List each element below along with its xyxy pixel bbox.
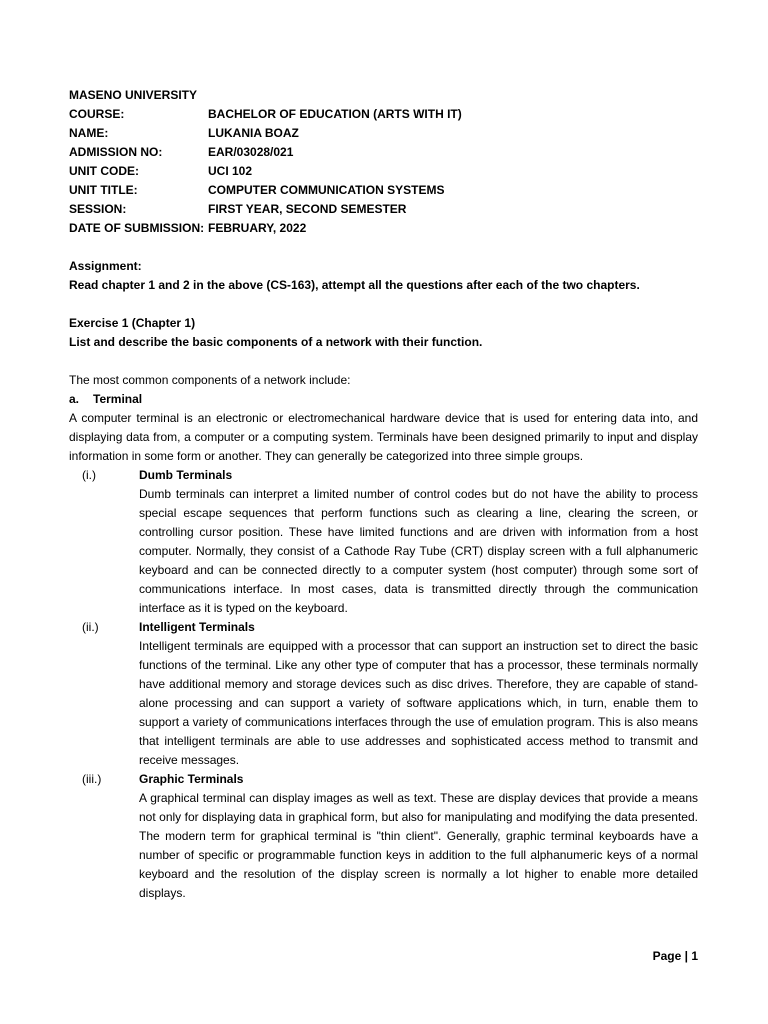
list-number: a. [69,392,80,406]
subitem-intelligent-terminals [69,618,698,770]
header-row-course [69,105,698,124]
header-value: EAR/03028/021 [208,145,294,159]
header-label: DATE OF SUBMISSION: [69,221,205,235]
header-row-unit-code [69,162,698,181]
header-value: COMPUTER COMMUNICATION SYSTEMS [208,183,445,197]
page-number: Page | 1 [652,949,698,963]
header-value: FIRST YEAR, SECOND SEMESTER [208,202,407,216]
header-row-admission [69,143,698,162]
subitem-title: Dumb Terminals [139,468,233,482]
header-label: UNIT TITLE: [69,183,138,197]
subitem-text: Dumb terminals can interpret a limited number of control codes but do not have the ability to process special escape sequences that perform functions such as clearing a line, clearing the screen, or controlling cursor position. These have limited functions and are driven with information from a host computer. Normally, they consist of a Cathode Ray Tube (CRT) display screen with a full alphanumeric keyboard and can be connected directly to a computer system (host computer) through some sort of communications interface. In most cases, data is transmitted directly through the communication interface as it is typed on the keyboard. [139,487,698,615]
header-label: COURSE: [69,107,125,121]
subitem-title: Graphic Terminals [139,772,244,786]
subitem-number: (iii.) [82,772,102,786]
subitem-number: (i.) [82,468,96,482]
subitem-text: A graphical terminal can display images as well as text. These are display devices that provide a means not only for displaying data in graphical form, but also for manipulating and modifying the data presented. The modern term for graphical terminal is "thin client". Generally, graphic terminal keyboards have a number of specific or programmable function keys in addition to the full alphanumeric keys of a normal keyboard and the resolution of the display screen is normally a lot higher to enable more detailed displays. [139,791,698,900]
header-value: FEBRUARY, 2022 [208,221,307,235]
assignment-heading: Assignment: [69,259,142,273]
subitem-title: Intelligent Terminals [139,620,255,634]
header-row-name [69,124,698,143]
subitem-dumb-terminals [69,466,698,618]
header-row-date [69,219,698,238]
header-label: NAME: [69,126,109,140]
header-value: BACHELOR OF EDUCATION (ARTS WITH IT) [208,107,462,121]
university-name: MASENO UNIVERSITY [69,88,198,102]
page-content [69,86,698,903]
header-label: ADMISSION NO: [69,145,163,159]
list-item-terminal [69,390,698,409]
header-row-unit-title [69,181,698,200]
terminal-paragraph: A computer terminal is an electronic or electromechanical hardware device that is used for entering data into, and displaying data from, a computer or a computing system. Terminals have been designed primarily to input and display information in some form or another. They can generally be categorized into three simple groups. [69,411,698,463]
assignment-text: Read chapter 1 and 2 in the above (CS-163), attempt all the questions after each of the two chapters. [69,278,640,292]
exercise-heading: Exercise 1 (Chapter 1) [69,316,196,330]
subitem-text: Intelligent terminals are equipped with a processor that can support an instruction set to direct the basic functions of the terminal. Like any other type of computer that has a processor, these terminals normally have additional memory and storage devices such as disc drives. Therefore, they are capable of stand-alone processing and can support a variety of software applications which, in turn, enable them to support a variety of communications interfaces through the use of emulation program. This is also means that intelligent terminals are able to use addresses and sophisticated access method to transmit and receive messages. [139,639,698,767]
header-label: SESSION: [69,202,127,216]
intro-text: The most common components of a network include: [69,373,351,387]
subitem-graphic-terminals [69,770,698,903]
header-value: UCI 102 [208,164,253,178]
list-title: Terminal [93,392,143,406]
header-value: LUKANIA BOAZ [208,126,299,140]
header-label: UNIT CODE: [69,164,139,178]
subitem-number: (ii.) [82,620,99,634]
exercise-question: List and describe the basic components of a network with their function. [69,335,483,349]
header-row-session [69,200,698,219]
